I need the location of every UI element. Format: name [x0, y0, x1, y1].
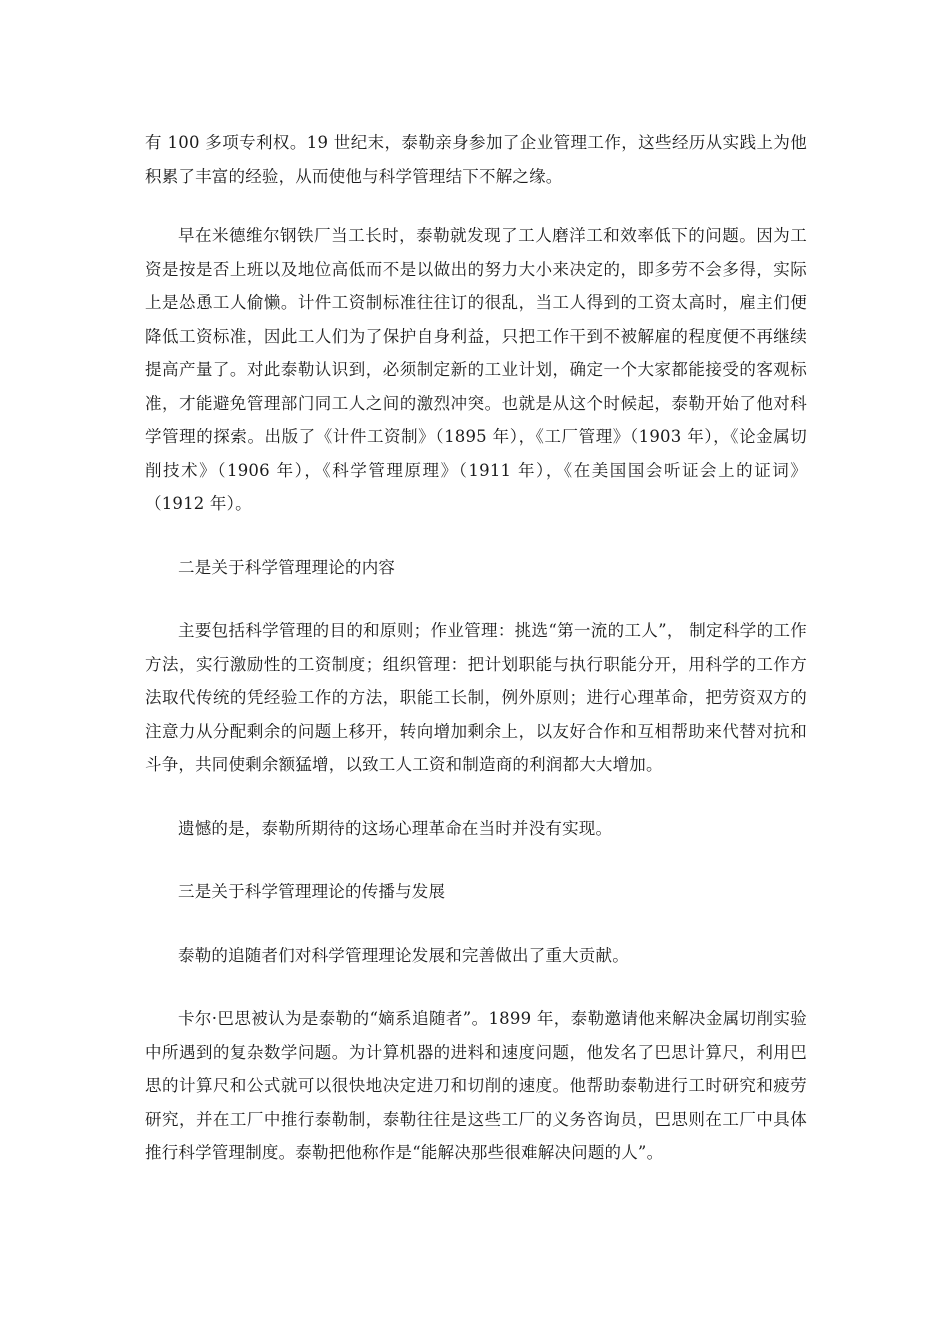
section-heading-content: 二是关于科学管理理论的内容: [178, 557, 396, 577]
paragraph-regret: 遗憾的是，泰勒所期待的这场心理革命在当时并没有实现。: [178, 818, 613, 838]
section-heading-spread: 三是关于科学管理理论的传播与发展: [178, 882, 446, 901]
paragraph-patents: 有 100 多项专利权。19 世纪末，泰勒亲身参加了企业管理工作，这些经历从实践上为他积累了丰富的经验，从而使他与科学管理结下不解之缘。: [145, 133, 807, 186]
paragraph-followers: 泰勒的追随者们对科学管理理论发展和完善做出了重大贡献。: [178, 945, 629, 965]
paragraph-carl-barth: 卡尔·巴思被认为是泰勒的“嫡系追随者”。1899 年，泰勒邀请他来解决金属切削实验中所遇到的复杂数学问题。为计算机器的进料和速度问题，他发名了巴思计算尺，利用巴思的计算尺和公式就可以很快地决定进刀和切削的速度。他帮助泰勒进行工时研究和疲劳研究，并在工厂中推行泰勒制，泰勒往往是这些工厂的义务咨询员，巴思则在工厂中具体推行科学管理制度。泰勒把他称作是“能解决那些很难解决问题的人”。: [145, 1009, 807, 1162]
paragraph-main-content: 主要包括科学管理的目的和原则；作业管理：挑选“第一流的工人”， 制定科学的工作方法，实行激励性的工资制度；组织管理：把计划职能与执行职能分开，用科学的工作方法取代传统的凭经验工作的方法，职能工长制，例外原则；进行心理革命，把劳资双方的注意力从分配剩余的问题上移开，转向增加剩余上，以友好合作和互相帮助来代替对抗和斗争，共同使剩余额猛增，以致工人工资和制造商的利润都大大增加。: [145, 621, 807, 774]
paragraph-midvale-steel: 早在米德维尔钢铁厂当工长时，泰勒就发现了工人磨洋工和效率低下的问题。因为工资是按是否上班以及地位高低而不是以做出的努力大小来决定的，即多劳不会多得，实际上是怂恿工人偷懒。计件工资制标准往往订的很乱，当工人得到的工资太高时，雇主们便降低工资标准，因此工人们为了保护自身利益，只把工作干到不被解雇的程度便不再继续提高产量了。对此泰勒认识到，必须制定新的工业计划，确定一个大家都能接受的客观标准，才能避免管理部门同工人之间的激烈冲突。也就是从这个时候起，泰勒开始了他对科学管理的探索。出版了《计件工资制》（1895 年），《工厂管理》（1903 年），《论金属切削技术》（1906 年），《科学管理原理》（1911 年），《在美国国会听证会上的证词》（1912 年）。: [145, 226, 807, 513]
document-page: [145, 126, 807, 1200]
